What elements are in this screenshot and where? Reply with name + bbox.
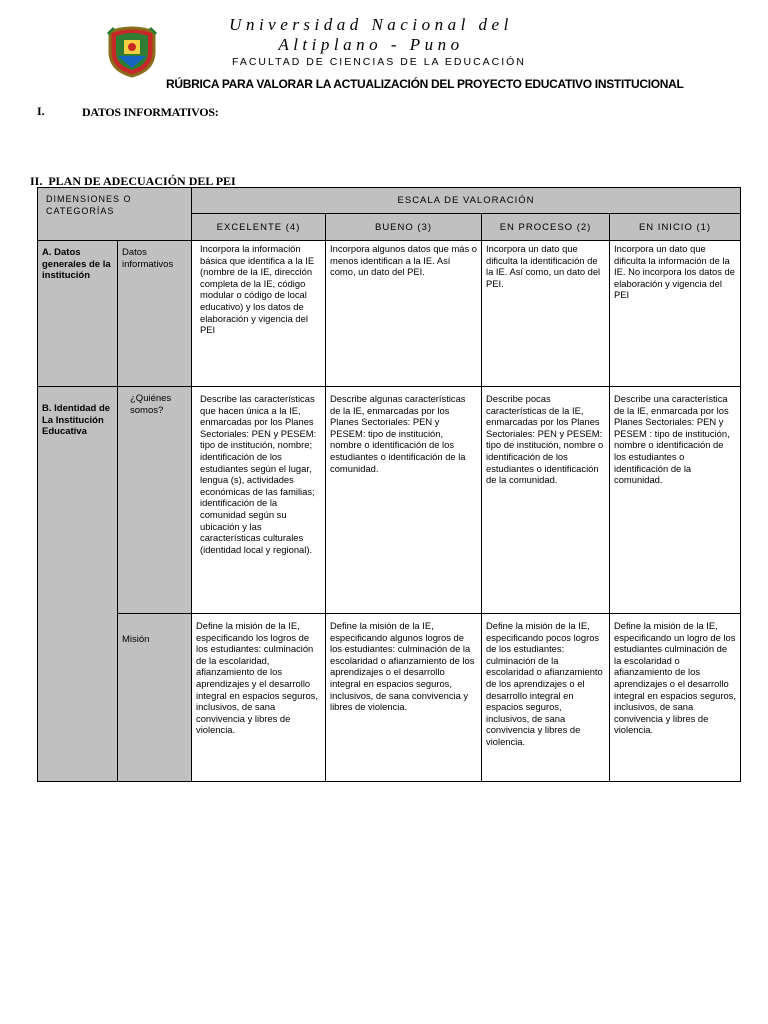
rubric-table xyxy=(37,187,741,782)
university-crest-icon xyxy=(104,22,160,78)
document-title: RÚBRICA PARA VALORAR LA ACTUALIZACIÓN DEL PROYECTO EDUCATIVO INSTITUCIONAL xyxy=(166,77,684,91)
rubric-cell: Describe pocas características de la IE, enmarcadas por los Planes Sectoriales: PEN y PESEM: tipo de institución, nombre o identificación de los estudiantes o identificación de la comunidad. xyxy=(482,387,610,614)
rubric-cell: Incorpora un dato que dificulta la información de la IE. No incorpora los datos de elaboración y vigencia del PEI xyxy=(610,241,741,387)
rubric-cell: Describe algunas características de la IE, enmarcadas por los Planes Sectoriales: PEN y PESEM: tipo de institución, nombre o identificación de los estudiantes o identificación de la comunidad. xyxy=(326,387,482,614)
level-en-inicio: EN INICIO (1) xyxy=(610,214,741,241)
category-datos-generales: A. Datos generales de la institución xyxy=(38,241,118,387)
rubric-cell: Incorpora la información básica que identifica a la IE (nombre de la IE, dirección completa de la IE, código modular o código de local educativo) y los datos de elaboración y vigencia del PEI xyxy=(192,241,326,387)
subcategory-datos-informativos: Datos informativos xyxy=(118,241,192,387)
section-1-number: I. xyxy=(37,104,45,118)
dimensions-header: DIMENSIONES O CATEGORÍAS xyxy=(38,188,192,241)
category-identidad: B. Identidad de La Institución Educativa xyxy=(38,387,118,782)
table-row xyxy=(38,614,741,782)
subcategory-mision: Misión xyxy=(118,614,192,782)
table-row xyxy=(38,387,741,614)
university-name: Universidad Nacional del Altiplano - Puno xyxy=(229,15,513,54)
level-bueno: BUENO (3) xyxy=(326,214,482,241)
section-2-title: PLAN DE ADECUACIÓN DEL PEI xyxy=(48,174,236,188)
section-1-title: DATOS INFORMATIVOS: xyxy=(82,105,219,119)
section-2-number: II. xyxy=(30,174,43,188)
rubric-cell: Incorpora un dato que dificulta la identificación de la IE. Así como, un dato del PEI. xyxy=(482,241,610,387)
level-excelente: EXCELENTE (4) xyxy=(192,214,326,241)
rubric-cell: Describe las características que hacen única a la IE, enmarcadas por los Planes Sectoriales: PEN y PESEM: tipo de institución, nombre; identificación de los estudiantes según el lugar, lengua (s), actividades económicas de las familias; identificación de la comunidad según su ubicación y las características culturales (identidad local y regional). xyxy=(192,387,326,614)
rubric-cell: Define la misión de la IE, especificando un logro de los estudiantes culminación de la escolaridad o afianzamiento de los aprendizajes o el desarrollo integral en espacios seguros, inclusivos, de sana convivencia y libres de violencia. xyxy=(610,614,741,782)
rubric-cell: Define la misión de la IE, especificando algunos logros de los estudiantes: culminación de la escolaridad o afianzamiento de los aprendizajes o el desarrollo integral en espacios seguros, inclusivos, de sana convivencia y libres de violencia. xyxy=(326,614,482,782)
level-en-proceso: EN PROCESO (2) xyxy=(482,214,610,241)
faculty-name: FACULTAD DE CIENCIAS DE LA EDUCACIÓN xyxy=(232,56,526,68)
table-row xyxy=(38,241,741,387)
rubric-cell: Describe una característica de la IE, enmarcada por los Planes Sectoriales: PEN y PESEM : tipo de institución, nombre o identificación de los estudiantes o identificación de la comunidad. xyxy=(610,387,741,614)
scale-header: ESCALA DE VALORACIÓN xyxy=(192,188,741,214)
rubric-cell: Define la misión de la IE, especificando los logros de los estudiantes: culminación de la escolaridad, afianzamiento de los aprendizajes y el desarrollo integral en espacios seguros, inclusivos, de sana convivencia y libres de violencia. xyxy=(192,614,326,782)
subcategory-quienes-somos: ¿Quiénes somos? xyxy=(118,387,192,614)
rubric-cell: Define la misión de la IE, especificando pocos logros de los estudiantes: culminación de la escolaridad o afianzamiento de los aprendizajes o el desarrollo integral en espacios seguros, inclusivos, de sana convivencia y libres de violencia. xyxy=(482,614,610,782)
rubric-cell: Incorpora algunos datos que más o menos identifican a la IE. Así como, un dato del PEI. xyxy=(326,241,482,387)
